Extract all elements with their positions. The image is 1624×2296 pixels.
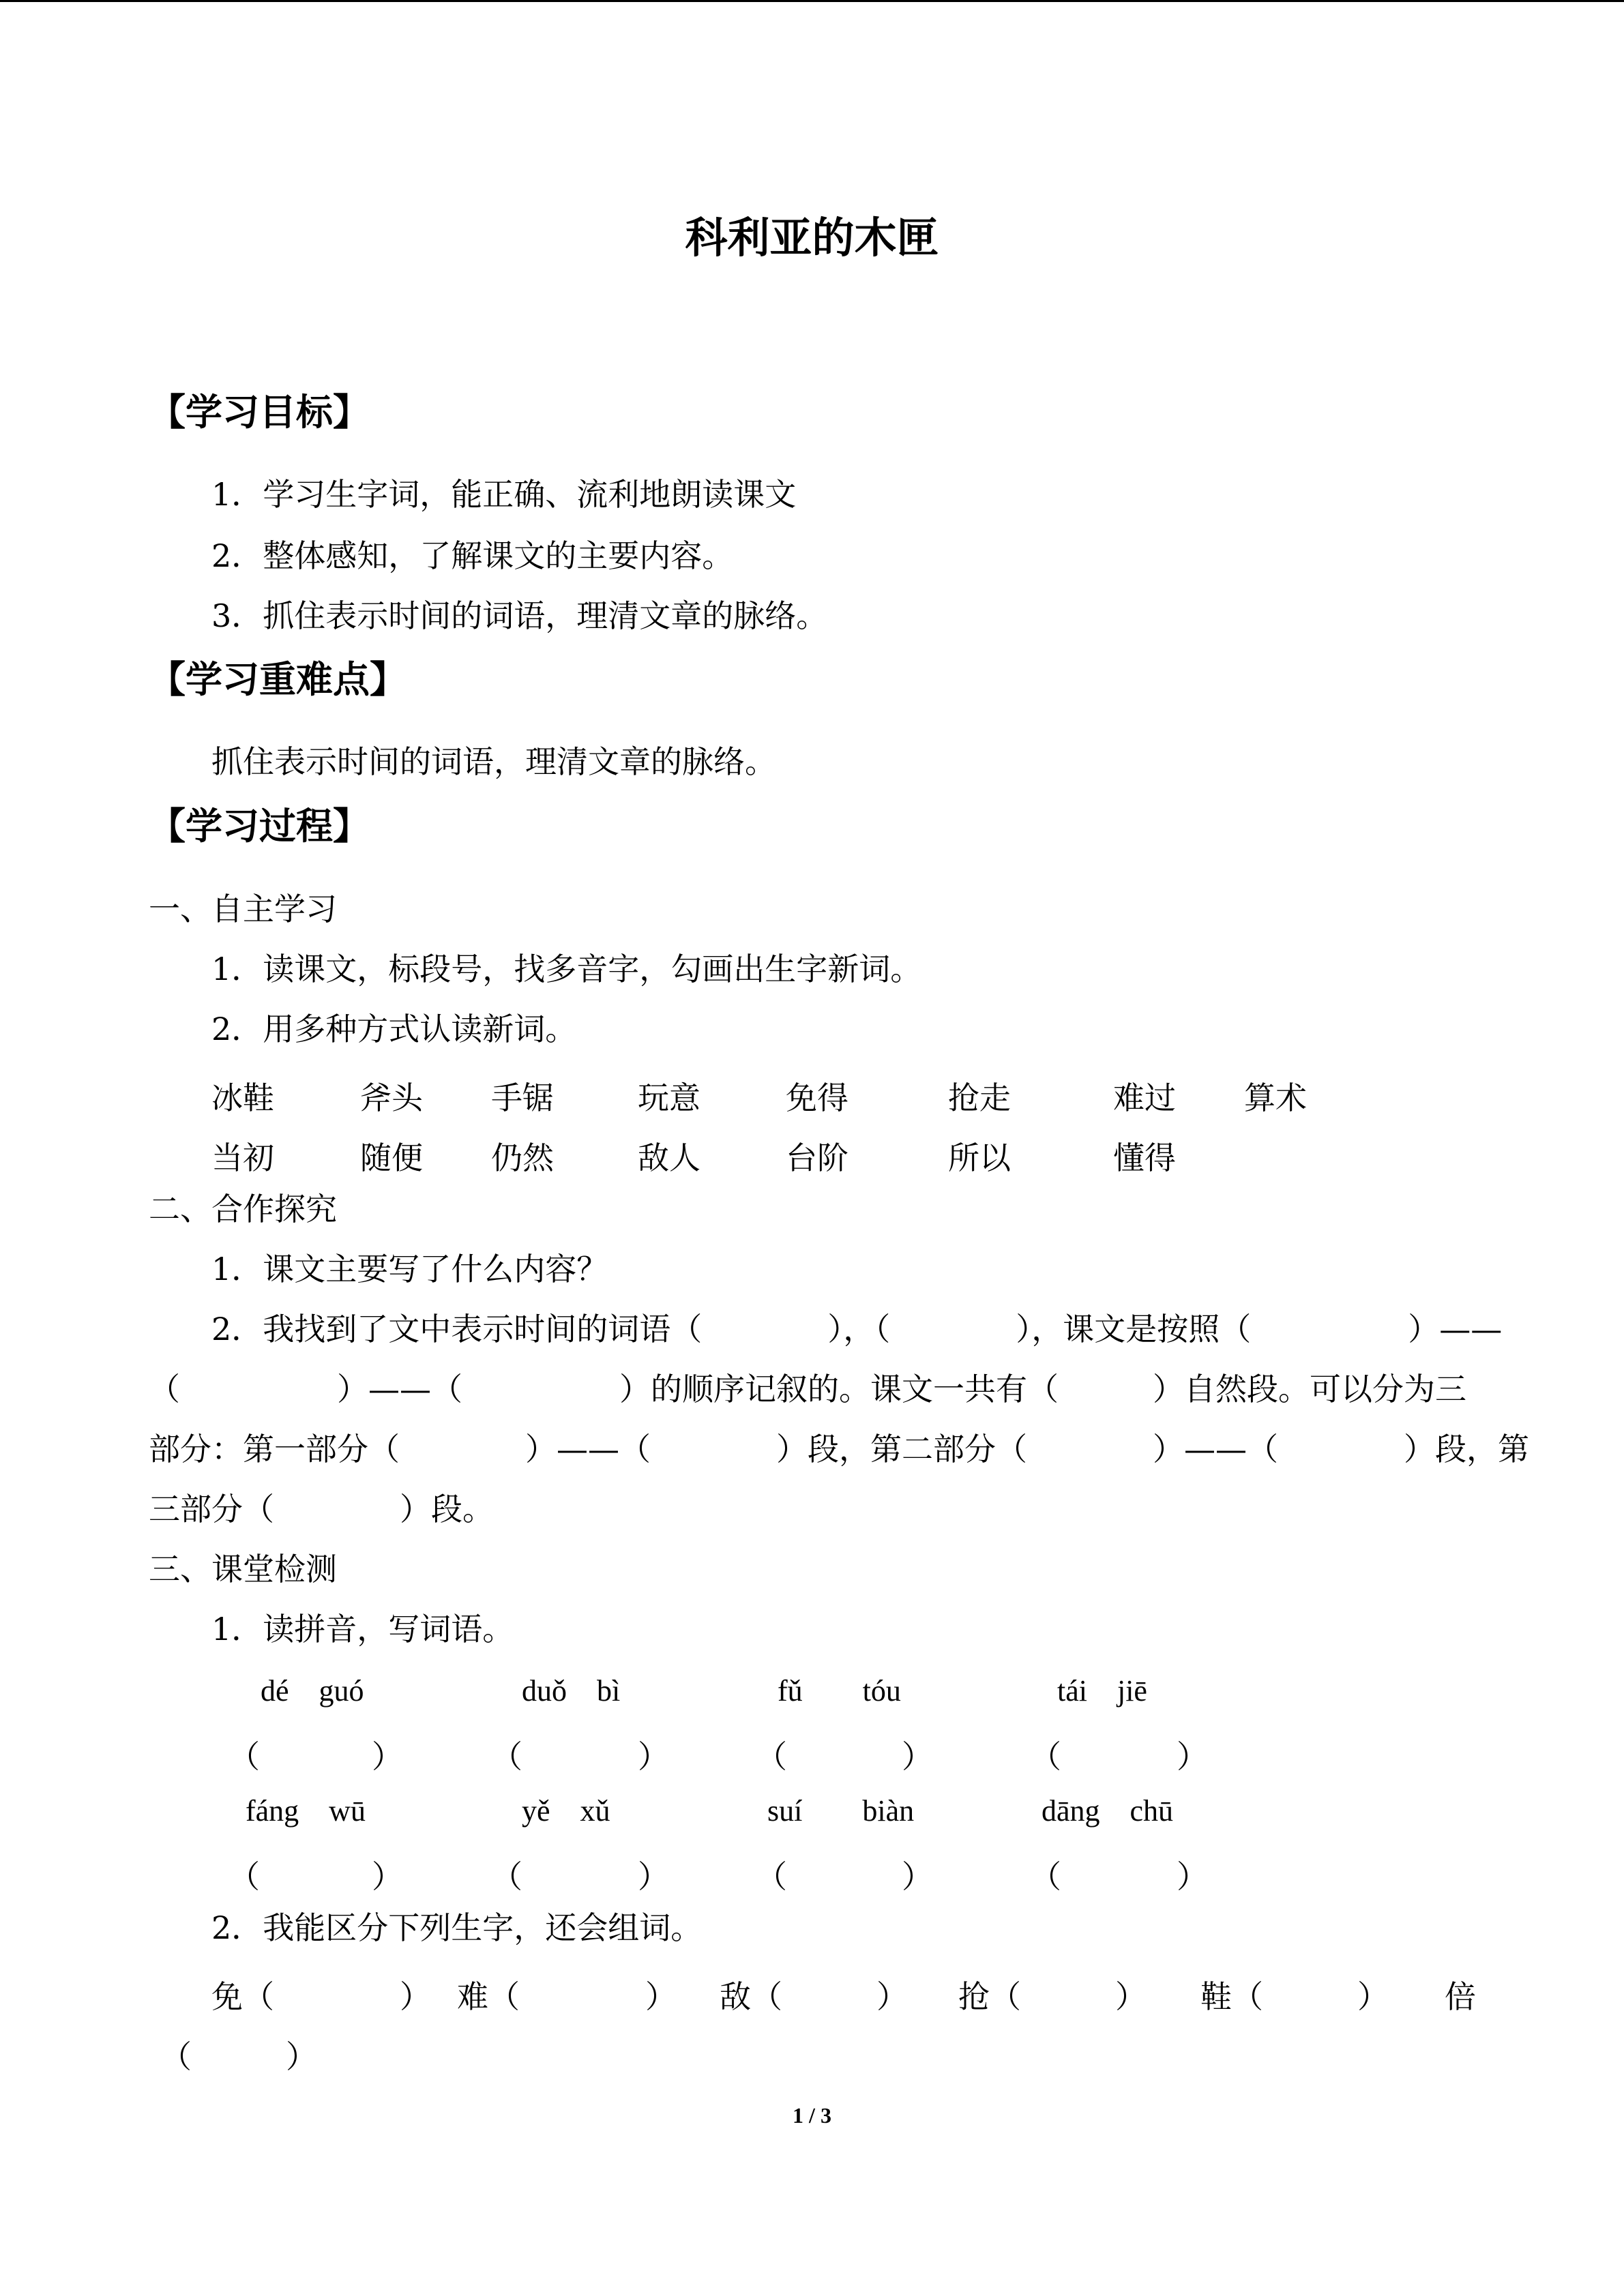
goal-item: 3．抓住表示时间的词语，理清文章的脉络。 [211,597,828,634]
pinyin: dé guó [261,1674,364,1708]
vocab-word: 随便 [360,1139,423,1176]
vocab-word: 冰鞋 [211,1079,274,1116]
vocab-word: 台阶 [786,1139,848,1176]
char-item: 倍 [1445,1978,1476,2015]
vocab-word: 算术 [1244,1079,1307,1116]
vocab-word: 仍然 [491,1139,554,1176]
char-item: 抢（ ） [958,1978,1147,2015]
goals-heading: 【学习目标】 [149,391,370,434]
answer-blank[interactable]: （ [491,1858,522,1895]
answer-blank[interactable]: （ ） [160,2038,317,2075]
part3-question: 2．我能区分下列生字，还会组词。 [211,1909,703,1946]
process-heading: 【学习过程】 [149,805,370,848]
vocab-word: 敌人 [638,1139,700,1176]
answer-blank[interactable]: （ [1030,1858,1061,1895]
part2-fill-line: 部分：第一部分（ ）——（ ）段，第二部分（ ）——（ ）段，第 [149,1431,1529,1467]
top-border [0,0,1624,2]
goal-item: 2．整体感知，了解课文的主要内容。 [211,537,734,574]
vocab-word: 难过 [1113,1079,1176,1116]
vocab-word: 懂得 [1113,1139,1176,1176]
answer-blank[interactable]: （ [228,1738,260,1775]
pinyin: duǒ bì [522,1674,621,1708]
goal-item: 1．学习生字词，能正确、流利地朗读课文 [211,476,797,513]
char-item: 鞋（ ） [1200,1978,1389,2015]
answer-blank[interactable]: （ [756,1858,787,1895]
char-item: 免（ ） [211,1978,431,2015]
pinyin: suí biàn [767,1794,915,1828]
answer-blank: ） [1177,1738,1208,1775]
pinyin: yě xǔ [522,1794,610,1828]
answer-blank: ） [902,1858,933,1895]
vocab-word: 所以 [948,1139,1011,1176]
part2-question: 1．课文主要写了什么内容？ [211,1251,608,1287]
answer-blank: ） [638,1858,669,1895]
key-points-heading: 【学习重难点】 [149,658,407,701]
part2-fill-line: 2．我找到了文中表示时间的词语（ ），（ ），课文是按照（ ）—— [211,1311,1503,1347]
part1-item: 2．用多种方式认读新词。 [211,1011,577,1047]
answer-blank: ） [1177,1858,1208,1895]
part2-fill-line: （ ）——（ ）的顺序记叙的。课文一共有（ ）自然段。可以分为三 [149,1371,1466,1407]
pinyin: fáng wū [246,1794,366,1828]
vocab-word: 抢走 [948,1079,1011,1116]
page-title: 科利亚的木匣 [685,213,939,263]
key-points-text: 抓住表示时间的词语，理清文章的脉络。 [211,743,776,780]
vocab-word: 手锯 [491,1079,554,1116]
part2-fill-line: 三部分（ ）段。 [149,1491,494,1527]
pinyin: fǔ tóu [778,1674,901,1708]
vocab-word: 当初 [211,1139,274,1176]
answer-blank: ） [372,1858,403,1895]
pinyin: dāng chū [1042,1794,1174,1828]
answer-blank: ） [638,1738,669,1775]
page-number: 1 / 3 [793,2103,831,2128]
answer-blank: ） [902,1738,933,1775]
answer-blank[interactable]: （ [228,1858,260,1895]
char-item: 敌（ ） [720,1978,908,2015]
answer-blank[interactable]: （ [491,1738,522,1775]
part3-question: 1．读拼音，写词语。 [211,1611,514,1648]
pinyin: tái jiē [1057,1674,1147,1708]
answer-blank[interactable]: （ [756,1738,787,1775]
part1-item: 1．读课文，标段号，找多音字，勾画出生字新词。 [211,951,922,987]
answer-blank[interactable]: （ [1030,1738,1061,1775]
vocab-word: 斧头 [360,1079,423,1116]
part1-heading: 一、自主学习 [149,891,337,927]
answer-blank: ） [372,1738,403,1775]
vocab-word: 免得 [786,1079,848,1116]
char-item: 难（ ） [457,1978,677,2015]
part3-heading: 三、课堂检测 [149,1551,337,1587]
part2-heading: 二、合作探究 [149,1191,337,1227]
vocab-word: 玩意 [638,1079,700,1116]
